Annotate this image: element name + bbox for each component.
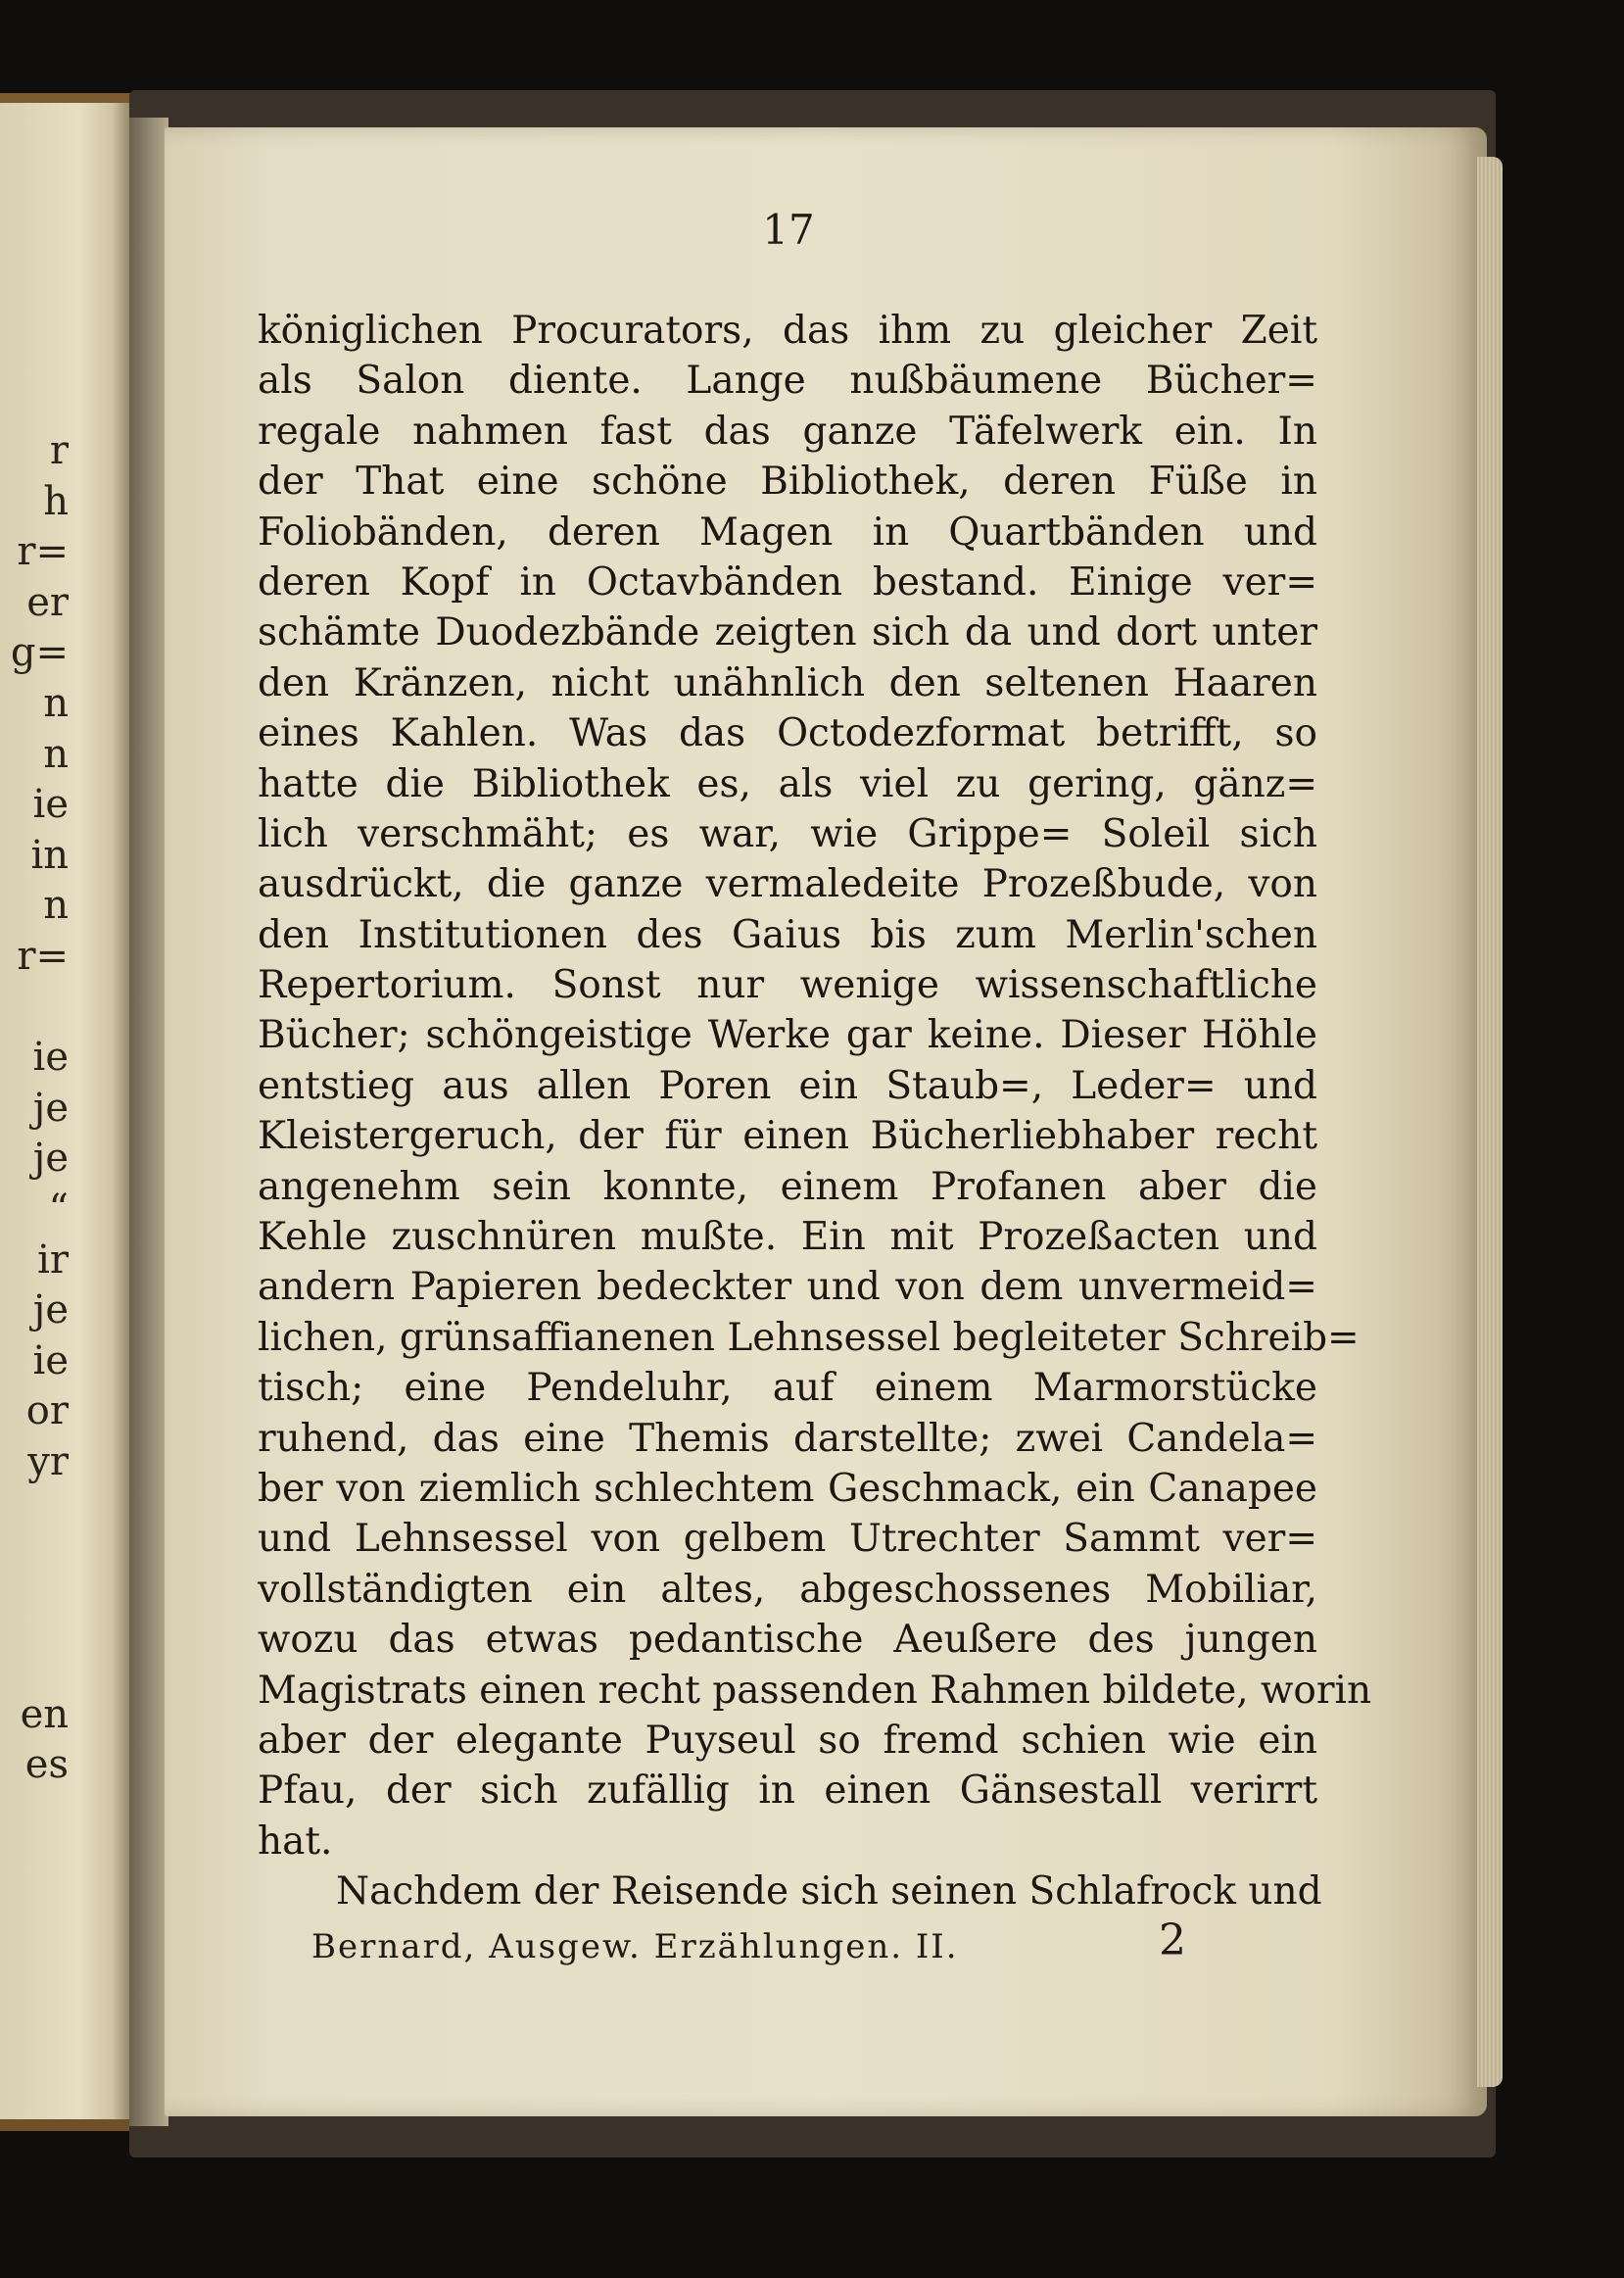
- fragment-line: er: [26, 579, 69, 625]
- page-number: 17: [762, 206, 815, 254]
- text-line: ber von ziemlich schlechtem Geschmack, ein Canapee: [258, 1466, 1317, 1511]
- text-line: ruhend, das eine Themis darstellte; zwei Candela=: [258, 1416, 1317, 1461]
- spine-shadow: [129, 118, 168, 2126]
- text-line: Kehle zuschnüren mußte. Ein mit Prozeßacten und: [258, 1215, 1317, 1260]
- fragment-line: ie: [32, 782, 69, 828]
- text-line: andern Papieren bedeckter und von dem unvermeid=: [258, 1265, 1317, 1310]
- text-line: königlichen Procurators, das ihm zu gleicher Zeit: [258, 309, 1317, 353]
- fragment-line: n: [43, 731, 69, 777]
- fragment-line: [0, 1639, 69, 1690]
- fragment-line: n: [43, 883, 69, 929]
- page-body-text: [258, 306, 1372, 1917]
- text-line: vollständigten ein altes, abgeschossenes Mobiliar,: [258, 1567, 1317, 1612]
- fragment-line: [0, 983, 69, 1034]
- fragment-line: in: [30, 832, 69, 878]
- fragment-line: r=: [17, 933, 69, 979]
- text-line: den Kränzen, nicht unähnlich den seltenen Haaren: [258, 660, 1317, 705]
- fragment-line: je: [32, 1287, 69, 1333]
- text-line: eines Kahlen. Was das Octodezformat betrifft, so: [258, 711, 1317, 756]
- footer-note: Bernard, Ausgew. Erzählungen. II.: [311, 1927, 959, 1966]
- fragment-line: en: [20, 1691, 69, 1737]
- text-line: Repertorium. Sonst nur wenige wissenschaftliche: [258, 963, 1317, 1008]
- text-line: Kleistergeruch, der für einen Bücherliebhaber recht: [258, 1114, 1317, 1159]
- text-line: tisch; eine Pendeluhr, auf einem Marmorstücke: [258, 1366, 1317, 1411]
- fragment-line: [0, 1538, 69, 1589]
- fragment-line: or: [25, 1388, 69, 1434]
- fragment-line: ie: [32, 1337, 69, 1383]
- page-footer: [311, 1915, 1193, 1974]
- text-line: entstieg aus allen Poren ein Staub=, Leder= und: [258, 1063, 1317, 1108]
- text-line: als Salon diente. Lange nußbäumene Bücher=: [258, 359, 1317, 404]
- text-line: lich verschmäht; es war, wie Grippe= Soleil sich: [258, 811, 1317, 856]
- text-line: hatte die Bibliothek es, als viel zu gering, gänz=: [258, 761, 1317, 806]
- fragment-line: “: [48, 1186, 69, 1232]
- text-line: Pfau, der sich zufällig in einen Gänsestall verirrt: [258, 1769, 1317, 1814]
- fragment-line: [0, 1487, 69, 1538]
- fragment-line: ie: [32, 1035, 69, 1081]
- text-line: deren Kopf in Octavbänden bestand. Einige ver=: [258, 559, 1317, 605]
- text-line: Foliobänden, deren Magen in Quartbänden und: [258, 509, 1317, 555]
- text-line: und Lehnsessel von gelbem Utrechter Sammt ver=: [258, 1517, 1317, 1562]
- text-line: Bücher; schöngeistige Werke gar keine. Dieser Höhle: [258, 1013, 1317, 1058]
- text-line: den Institutionen des Gaius bis zum Merlin'schen: [258, 912, 1317, 957]
- text-line: hat.: [258, 1818, 333, 1864]
- fragment-line: r=: [17, 529, 69, 575]
- page-fore-edge: [1477, 157, 1503, 2087]
- text-line: lichen, grünsaffianenen Lehnsessel begleiteter Schreib=: [258, 1315, 1360, 1360]
- text-line: Magistrats einen recht passenden Rahmen bildete, worin: [258, 1668, 1372, 1713]
- fragment-line: je: [32, 1085, 69, 1131]
- fragment-line: r: [49, 428, 69, 473]
- text-line: ausdrückt, die ganze vermaledeite Prozeßbude, von: [258, 862, 1317, 907]
- fragment-line: ir: [37, 1236, 69, 1283]
- previous-page-text-fragments: [0, 426, 69, 1791]
- fragment-line: je: [32, 1136, 69, 1182]
- signature-mark: 2: [1159, 1915, 1186, 1965]
- text-line: Nachdem der Reisende sich seinen Schlafrock und: [336, 1869, 1322, 1914]
- fragment-line: n: [43, 680, 69, 726]
- text-line: der That eine schöne Bibliothek, deren Füße in: [258, 460, 1317, 505]
- fragment-line: yr: [27, 1438, 69, 1484]
- text-line: angenehm sein konnte, einem Profanen aber die: [258, 1164, 1317, 1209]
- fragment-line: g=: [10, 630, 69, 676]
- text-line: aber der elegante Puyseul so fremd schien wie ein: [258, 1718, 1317, 1763]
- text-line: schämte Duodezbände zeigten sich da und dort unter: [258, 610, 1317, 655]
- fragment-line: [0, 1589, 69, 1640]
- previous-page-edge: [0, 93, 132, 2131]
- fragment-line: h: [43, 478, 69, 524]
- fragment-line: es: [24, 1742, 69, 1788]
- text-line: wozu das etwas pedantische Aeußere des jungen: [258, 1618, 1317, 1663]
- text-line: regale nahmen fast das ganze Täfelwerk ein. In: [258, 409, 1317, 454]
